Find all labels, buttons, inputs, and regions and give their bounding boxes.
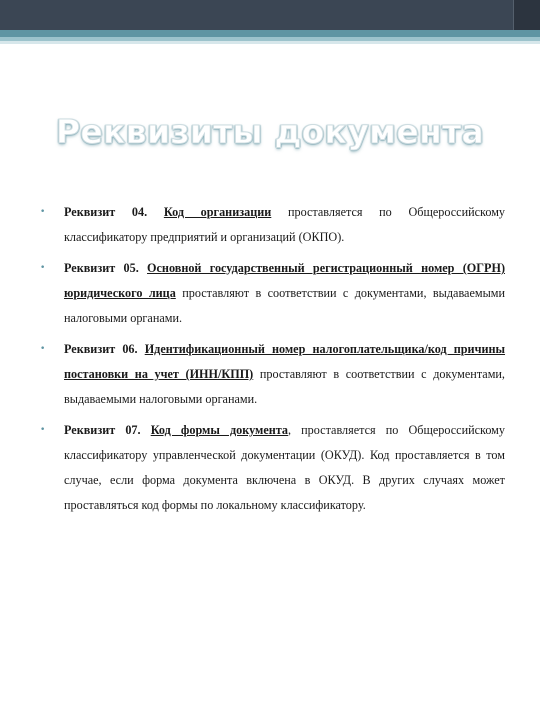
requisite-description: , проставляется по Общероссийскому классификатору управленческой документации (ОКУД). Код проставляется в том случае, если форма документа включена в ОКУД. В других случаях может проставляться код формы по локальному классификатору. [64, 423, 505, 512]
slide-content [40, 200, 505, 524]
slide-top-bar-corner [513, 0, 540, 30]
accent-stripe-fade [0, 41, 540, 44]
requisite-number: Реквизит 05. [64, 261, 139, 275]
bullet-list [40, 200, 505, 518]
bullet-item [40, 337, 505, 412]
requisite-description: проставляют в соответствии с документами, выдаваемыми налоговыми органами. [64, 367, 505, 406]
requisite-description: проставляется по Общероссийскому классификатору предприятий и организаций (ОКПО). [64, 205, 506, 244]
requisite-number: Реквизит 06. [64, 342, 138, 356]
bullet-item [40, 256, 505, 331]
requisite-number: Реквизит 04. [64, 205, 148, 219]
bullet-dot-icon: • [40, 263, 46, 273]
slide-top-bar [0, 0, 540, 30]
bullet-item [40, 200, 505, 250]
slide-title: Реквизиты документа [55, 112, 485, 151]
bullet-dot-icon: • [40, 425, 46, 435]
requisite-name: Код формы документа [150, 423, 288, 437]
bullet-item [40, 418, 505, 518]
bullet-dot-icon: • [40, 207, 46, 217]
requisite-number: Реквизит 07. [64, 423, 141, 437]
bullet-dot-icon: • [40, 344, 46, 354]
requisite-name: Код организации [163, 205, 272, 219]
accent-stripe [0, 30, 540, 37]
requisite-name: Основной государственный регистрационный номер (ОГРН) юридического лица [64, 261, 505, 300]
requisite-name: Идентификационный номер налогоплательщика/код причины постановки на учет (ИНН/КПП) [64, 342, 506, 381]
requisite-description: проставляют в соответствии с документами, выдаваемыми налоговыми органами. [64, 286, 505, 325]
